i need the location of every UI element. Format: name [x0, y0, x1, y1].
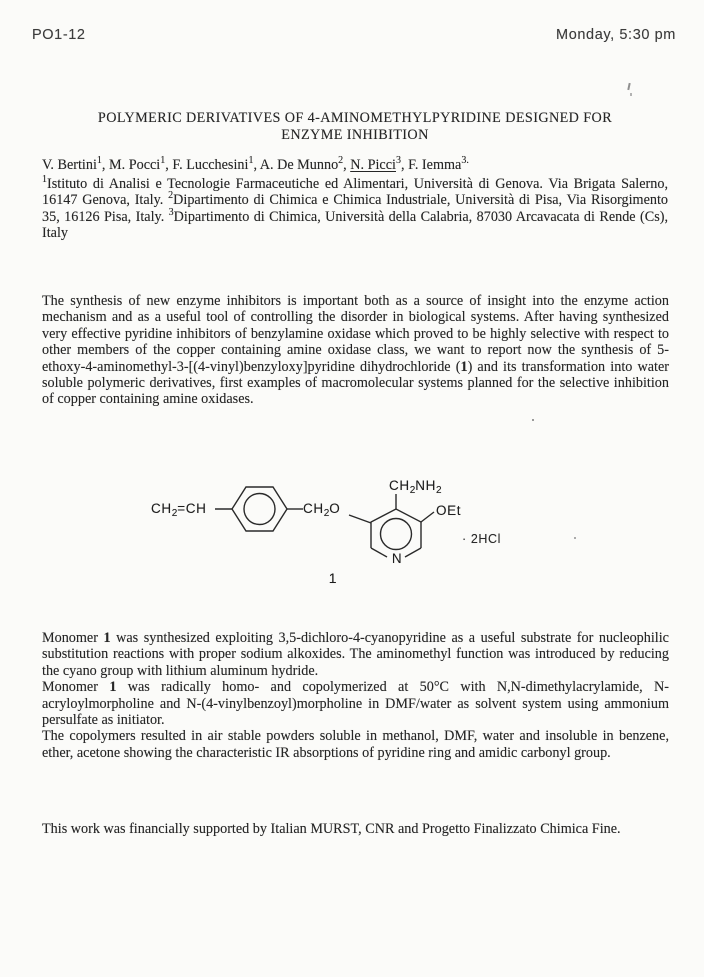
abstract-paragraph-2: Monomer 1 was synthesized exploiting 3,5-dichloro-4-cyanopyridine as a useful substrate for nucleophilic substitution reactions with proper sodium alkoxides. The aminomethyl function was introduced by reducing the cyano group with lithium aluminum hydride. — [42, 630, 669, 679]
ethoxy-group-label: OEt — [436, 503, 462, 518]
page-header — [32, 27, 676, 43]
session-time: Monday, 5:30 pm — [556, 27, 676, 43]
scan-artifact — [574, 537, 576, 539]
author-list: V. Bertini$^1$, M. Pocci$^1$, F. Lucchesini$^1$, A. De Munno$^2$, N. Picci$^3$, F. Iemma$^{3.}$ — [42, 155, 469, 173]
abstract-paragraph-1: The synthesis of new enzyme inhibitors is important both as a source of insight into the enzyme action mechanism and as a useful tool of controlling the disorder in biological systems. After having synthesized very effective pyridine inhibitors of benzylamine oxidase which proved to be highly selective with respect to other members of the copper containing amine oxidase class, we want to report now the synthesis of 5-ethoxy-4-aminomethyl-3-[(4-vinyl)benzyloxy]pyridine dihydrochloride (1) and its transformation into water soluble polymeric derivatives, first examples of macromolecular systems planned for the selective inhibition of copper containing amine oxidases. — [42, 293, 670, 408]
dihydrochloride-label: · 2HCl — [462, 532, 502, 546]
session-code: PO1-12 — [32, 27, 86, 43]
benzyloxy-group-label: $CH_2O$ — [303, 501, 341, 519]
abstract-paragraph-4: The copolymers resulted in air stable powders soluble in methanol, DMF, water and insoluble in benzene, ether, acetone showing the characteristic IR absorptions of pyridine ring and amidic carbonyl group. — [42, 728, 669, 761]
pyridine-nitrogen-label: N — [391, 551, 403, 566]
paper-title — [42, 110, 668, 144]
affiliation-list: $^1$Istituto di Analisi e Tecnologie Farmaceutiche ed Alimentari, Università di Genova. Via Brigata Salerno, 16147 Genova, Italy. $^2$Dipartimento di Chimica e Chimica Industriale, Università di Pisa, Via Risorgimento 35, 16126 Pisa, Italy. $^3$Dipartimento di Chimica, Università della Calabria, 87030 Arcavacata di Rende (Cs), Italy — [42, 174, 669, 242]
compound-number-label: 1 — [328, 570, 338, 586]
scan-artifact — [630, 93, 632, 96]
abstract-body — [42, 630, 669, 761]
scan-artifact — [627, 83, 630, 90]
paper-title-line1: POLYMERIC DERIVATIVES OF 4-AMINOMETHYLPYRIDINE DESIGNED FOR — [97, 110, 613, 126]
paper-title-line2: ENZYME INHIBITION — [281, 126, 429, 143]
abstract-paragraph-3: Monomer 1 was radically homo- and copolymerized at 50°C with N,N-dimethylacrylamide, N-acryloylmorpholine and N-(4-vinylbenzoyl)morpholine in DMF/water as solvent system using ammonium persulfate as initiator. — [42, 679, 669, 729]
chemical-structure-figure — [140, 460, 520, 600]
aminomethyl-group-label: $CH_2NH_2$ — [389, 478, 442, 496]
vinyl-group-label: $CH_2=CH$ — [151, 501, 207, 519]
scan-artifact — [532, 419, 534, 421]
acknowledgement-paragraph: This work was financially supported by Italian MURST, CNR and Progetto Finalizzato Chimica Fine. — [42, 821, 621, 837]
